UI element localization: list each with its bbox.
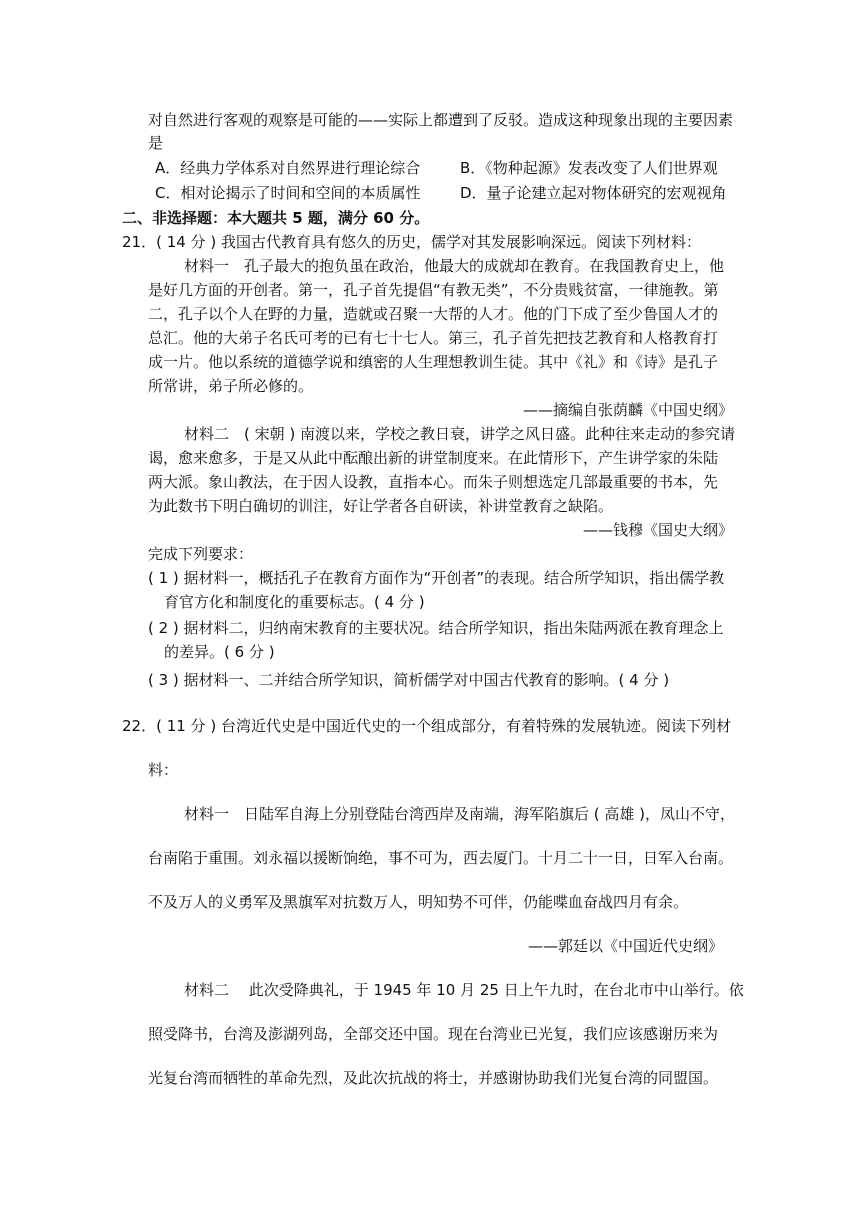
- q22-m1-line: 不及万人的义勇军及黑旗军对抗数万人，明知势不可伴，仍能喋血奋战四月有余。: [148, 893, 689, 911]
- q22-m2-line: 照受降书，台湾及澎湖列岛，全部交还中国。现在台湾业已光复，我们应该感谢历来为: [148, 1025, 719, 1043]
- section-heading: 二、非选择题：本大题共 5 题，满分 60 分。: [122, 209, 430, 227]
- q21-m2-line: 为此数书下明白确切的训注，好让学者各自研读，补讲堂教育之缺陷。: [148, 497, 614, 515]
- q21-m1-line: 材料一 孔子最大的抱负虽在政治，他最大的成就却在教育。在我国教育史上，他: [184, 257, 725, 275]
- option-c: C．相对论揭示了时间和空间的本质属性: [155, 184, 421, 202]
- intro-line-2: 是: [148, 134, 164, 152]
- q21-m1-line: 二，孔子以个人在野的力量，造就或召聚一大帮的人才。他的门下成了至少鲁国人才的: [148, 305, 719, 323]
- q22-m1-source: ——郭廷以《中国近代史纲》: [527, 937, 723, 955]
- q21-r2-line: ( 2 ) 据材料二，归纳南宋教育的主要状况。结合所学知识，指出朱陆两派在教育理念上: [148, 619, 724, 637]
- option-b: B．《物种起源》发表改变了人们世界观: [460, 159, 718, 177]
- q21-m1-source: ——摘编自张荫麟《中国史纲》: [522, 401, 733, 419]
- q21-m1-line: 是好几方面的开创者。第一，孔子首先提倡“有教无类”，不分贵贱贫富，一律施教。第: [148, 281, 719, 299]
- q21-m2-line: 材料二 ( 宋朝 ) 南渡以来，学校之教日衰，讲学之风日盛。此种往来走动的参究请: [184, 425, 736, 443]
- q21-r1-line: 育官方化和制度化的重要标志。( 4 分 ): [164, 593, 425, 611]
- q21-r2-line: 的差异。( 6 分 ): [164, 643, 275, 661]
- option-d: D．量子论建立起对物体研究的宏观视角: [460, 184, 727, 202]
- q22-m1-line: 材料一 日陆军自海上分别登陆台湾西岸及南端，海军陷旗后 ( 高雄 )，凤山不守，: [184, 805, 736, 823]
- q21-m1-line: 所常讲，弟子所必修的。: [148, 377, 314, 395]
- q21-title: 21．( 14 分 ) 我国古代教育具有悠久的历史，儒学对其发展影响深远。阅读下列材料：: [122, 233, 701, 251]
- q21-m2-line: 谒，愈来愈多，于是又从此中酝酿出新的讲堂制度来。在此情形下，产生讲学家的朱陆: [148, 449, 719, 467]
- q21-r1-line: ( 1 ) 据材料一，概括孔子在教育方面作为“开创者”的表现。结合所学知识，指出儒学教: [148, 569, 725, 587]
- q21-m2-source: ——钱穆《国史大纲》: [582, 521, 733, 539]
- q22-m2-line: 材料二 此次受降典礼，于 1945 年 10 月 25 日上午九时，在台北市中山举行。依: [184, 981, 744, 999]
- q21-r3-line: ( 3 ) 据材料一、二并结合所学知识，简析儒学对中国古代教育的影响。( 4 分 ): [148, 671, 670, 689]
- q22-title: 22．( 11 分 ) 台湾近代史是中国近代史的一个组成部分，有着特殊的发展轨迹。阅读下列材: [122, 717, 731, 735]
- q21-m1-line: 总汇。他的大弟子名氏可考的已有七十七人。第三，孔子首先把技艺教育和人格教育打: [148, 329, 719, 347]
- q21-requirements: 完成下列要求：: [148, 545, 254, 563]
- q21-m2-line: 两大派。象山教法，在于因人设教，直指本心。而朱子则想选定几部最重要的书本，先: [148, 473, 719, 491]
- q22-m1-line: 台南陷于重围。刘永福以援断饷绝，事不可为，西去厦门。十月二十一日，日军入台南。: [148, 849, 734, 867]
- q21-m1-line: 成一片。他以系统的道德学说和缜密的人生理想教训生徒。其中《礼》和《诗》是孔子: [148, 353, 719, 371]
- intro-line-1: 对自然进行客观的观察是可能的——实际上都遭到了反驳。造成这种现象出现的主要因素: [148, 111, 734, 129]
- q22-title-cont: 料：: [148, 761, 179, 779]
- q22-m2-line: 光复台湾而牺牲的革命先烈，及此次抗战的将士，并感谢协助我们光复台湾的同盟国。: [148, 1069, 719, 1087]
- option-a: A．经典力学体系对自然界进行理论综合: [155, 159, 421, 177]
